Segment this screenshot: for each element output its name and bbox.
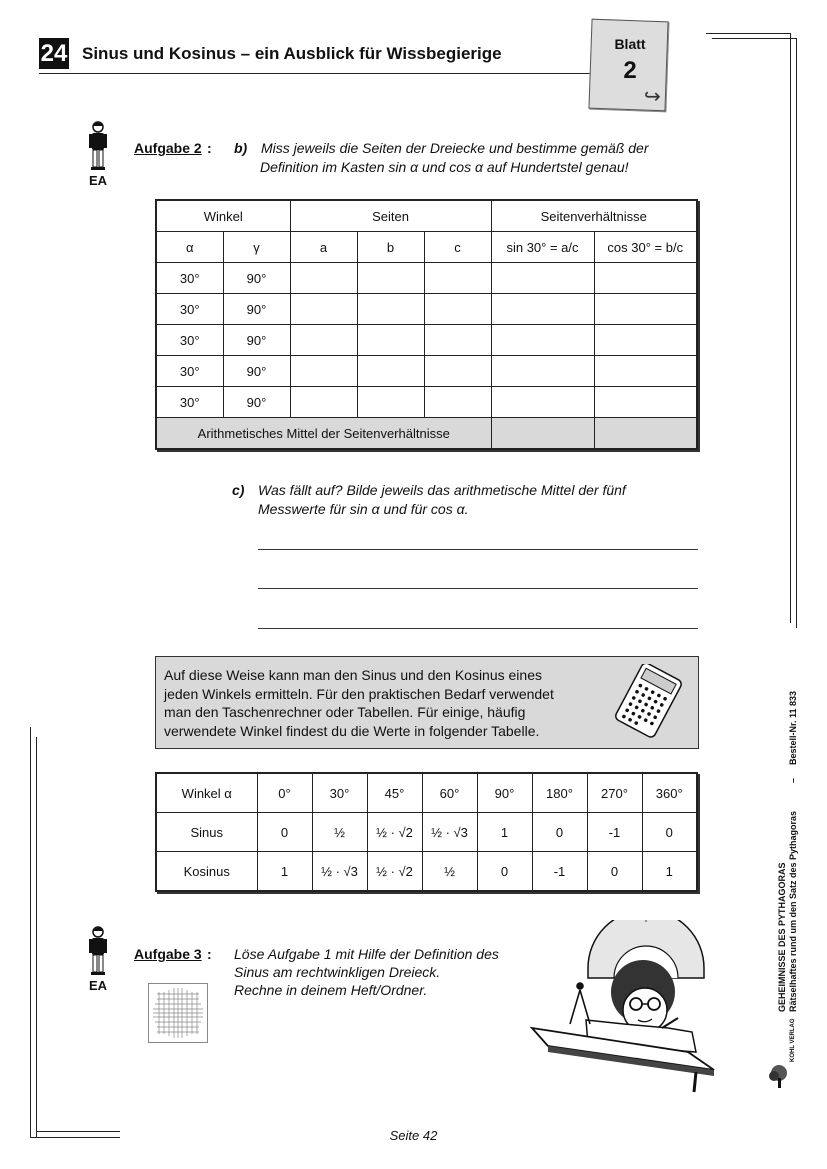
header-cell: Winkel α [156, 773, 257, 813]
sinus-cell: ½ · √2 [367, 813, 422, 852]
empty-cell-c[interactable] [424, 263, 491, 294]
row-label-kosinus: Kosinus [156, 852, 257, 892]
frame-line-top-right-2 [712, 38, 796, 39]
empty-cell-cos[interactable] [594, 325, 697, 356]
header-cell: 270° [587, 773, 642, 813]
cell-gamma: 90° [223, 325, 290, 356]
page-turn-arrow-icon: ↪ [644, 86, 661, 108]
subheader-c: c [424, 232, 491, 263]
empty-cell-cos[interactable] [594, 356, 697, 387]
header-cell: 90° [477, 773, 532, 813]
empty-cell-b[interactable] [357, 387, 424, 418]
task2-c-text-line2: Messwerte für sin α und für cos α. [258, 501, 469, 517]
empty-cell-b[interactable] [357, 325, 424, 356]
empty-cell-c[interactable] [424, 356, 491, 387]
mean-cos-cell[interactable] [594, 418, 697, 450]
subheader-a: a [290, 232, 357, 263]
empty-cell-a[interactable] [290, 325, 357, 356]
empty-cell-b[interactable] [357, 356, 424, 387]
empty-cell-c[interactable] [424, 325, 491, 356]
subheader-cos-ratio: cos 30° = b/c [594, 232, 697, 263]
part-b-label: b) [234, 140, 248, 156]
ea-label: EA [88, 978, 108, 993]
header-winkel: Winkel [156, 200, 290, 232]
cell-gamma: 90° [223, 294, 290, 325]
info-text [164, 666, 614, 740]
mean-label: Arithmetisches Mittel der Seitenverhältnisse [156, 418, 491, 450]
trig-values-table [155, 772, 698, 892]
kosinus-cell: ½ · √3 [312, 852, 367, 892]
sinus-cell: -1 [587, 813, 642, 852]
task2-c-text-line1: Was fällt auf? Bilde jeweils das arithmetische Mittel der fünf [258, 482, 626, 498]
info-text-line2: jeden Winkels ermitteln. Für den praktischen Bedarf verwendet [164, 685, 554, 702]
frame-line-right-vertical-2 [796, 38, 797, 628]
info-text-line1: Auf diese Weise kann man den Sinus und den Kosinus eines [164, 667, 542, 683]
sinus-cell: 0 [257, 813, 312, 852]
page-number-badge: 24 [40, 40, 68, 67]
answer-line-1[interactable] [258, 549, 698, 550]
kosinus-cell: 1 [642, 852, 697, 892]
task3-text-line3: Rechne in deinem Heft/Ordner. [234, 982, 428, 998]
header-cell: 180° [532, 773, 587, 813]
info-text-line4: verwendete Winkel findest du die Werte in folgender Tabelle. [164, 722, 540, 739]
empty-cell-cos[interactable] [594, 294, 697, 325]
empty-cell-cos[interactable] [594, 263, 697, 294]
answer-line-2[interactable] [258, 588, 698, 589]
publisher-tree-logo [768, 1064, 790, 1090]
empty-cell-cos[interactable] [594, 387, 697, 418]
student-with-protractor-illustration [528, 920, 718, 1096]
sinus-cell: ½ [312, 813, 367, 852]
sidebar-dash: – [788, 777, 798, 783]
header-cell: 30° [312, 773, 367, 813]
empty-cell-sin[interactable] [491, 325, 594, 356]
blatt-label: Blatt [614, 36, 646, 52]
student-figure-icon [86, 120, 110, 172]
frame-line-left-vertical [30, 727, 31, 1137]
frame-line-left-vertical-2 [36, 737, 37, 1137]
mean-sin-cell[interactable] [491, 418, 594, 450]
cell-gamma: 90° [223, 263, 290, 294]
table-row [156, 852, 697, 892]
task3-label: Aufgabe 3 [134, 946, 202, 962]
sidebar-book-title: GEHEIMNISSE DES PYTHAGORAS [777, 862, 787, 1012]
header-rule [39, 73, 601, 74]
kosinus-cell: 1 [257, 852, 312, 892]
cell-alpha: 30° [156, 263, 223, 294]
table-row [156, 263, 697, 294]
empty-cell-sin[interactable] [491, 263, 594, 294]
empty-cell-c[interactable] [424, 387, 491, 418]
empty-cell-sin[interactable] [491, 294, 594, 325]
task2-label-colon: : [207, 140, 212, 156]
header-cell: 60° [422, 773, 477, 813]
table-row [156, 356, 697, 387]
kosinus-cell: ½ · √2 [367, 852, 422, 892]
table-row [156, 813, 697, 852]
cell-alpha: 30° [156, 325, 223, 356]
sinus-cell: 0 [642, 813, 697, 852]
sinus-cell: ½ · √3 [422, 813, 477, 852]
subheader-sin-ratio: sin 30° = a/c [491, 232, 594, 263]
header-seitenverhaeltnisse: Seitenverhältnisse [491, 200, 697, 232]
header-seiten: Seiten [290, 200, 491, 232]
frame-line-right-vertical [790, 33, 791, 623]
table-row [156, 773, 697, 813]
empty-cell-b[interactable] [357, 263, 424, 294]
info-text-line3: man den Taschenrechner oder Tabellen. Für einige, häufig [164, 704, 526, 720]
blatt-number: 2 [623, 57, 637, 84]
header-cell: 0° [257, 773, 312, 813]
student-figure-icon [86, 925, 110, 977]
calculator-icon [608, 664, 688, 738]
sinus-cell: 1 [477, 813, 532, 852]
cell-alpha: 30° [156, 356, 223, 387]
answer-line-3[interactable] [258, 628, 698, 629]
kosinus-cell: ½ [422, 852, 477, 892]
task2-b-text-line2: Definition im Kasten sin α und cos α auf Hundertstel genau! [260, 159, 629, 175]
subheader-gamma: γ [223, 232, 290, 263]
kosinus-cell: 0 [587, 852, 642, 892]
frame-line-top-right [706, 33, 790, 34]
cell-alpha: 30° [156, 294, 223, 325]
empty-cell-sin[interactable] [491, 387, 594, 418]
sidebar-order-number: Bestell-Nr. 11 833 [788, 690, 798, 765]
subheader-b: b [357, 232, 424, 263]
task3-text-line1: Löse Aufgabe 1 mit Hilfe der Definition des [234, 946, 499, 962]
empty-cell-sin[interactable] [491, 356, 594, 387]
empty-cell-b[interactable] [357, 294, 424, 325]
header-cell: 360° [642, 773, 697, 813]
table-footer-row [156, 418, 697, 450]
cell-alpha: 30° [156, 387, 223, 418]
kosinus-cell: -1 [532, 852, 587, 892]
notebook-grid-icon [148, 983, 208, 1043]
page-title: Sinus und Kosinus – ein Ausblick für Wissbegierige [82, 44, 502, 63]
sidebar-book-subtitle: Rätselhaftes rund um den Satz des Pythagoras [788, 810, 798, 1012]
cell-gamma: 90° [223, 387, 290, 418]
task2-b-text-line1: Miss jeweils die Seiten der Dreiecke und bestimme gemäß der [261, 140, 649, 156]
empty-cell-a[interactable] [290, 356, 357, 387]
header-cell: 45° [367, 773, 422, 813]
empty-cell-c[interactable] [424, 294, 491, 325]
kosinus-cell: 0 [477, 852, 532, 892]
ea-label: EA [88, 173, 108, 188]
page-footer: Seite 42 [389, 1128, 438, 1143]
cell-gamma: 90° [223, 356, 290, 387]
row-label-sinus: Sinus [156, 813, 257, 852]
task3-label-colon: : [207, 946, 212, 962]
table-row [156, 325, 697, 356]
part-c-label: c) [232, 482, 245, 498]
table-row [156, 294, 697, 325]
task2-label: Aufgabe 2 [134, 140, 202, 156]
subheader-alpha: α [156, 232, 223, 263]
task3-text-line2: Sinus am rechtwinkligen Dreieck. [234, 964, 441, 980]
publisher-name: KOHL VERLAG [790, 1018, 796, 1062]
empty-cell-a[interactable] [290, 294, 357, 325]
table-row [156, 387, 697, 418]
measurement-table [155, 199, 698, 450]
sinus-cell: 0 [532, 813, 587, 852]
empty-cell-a[interactable] [290, 387, 357, 418]
empty-cell-a[interactable] [290, 263, 357, 294]
